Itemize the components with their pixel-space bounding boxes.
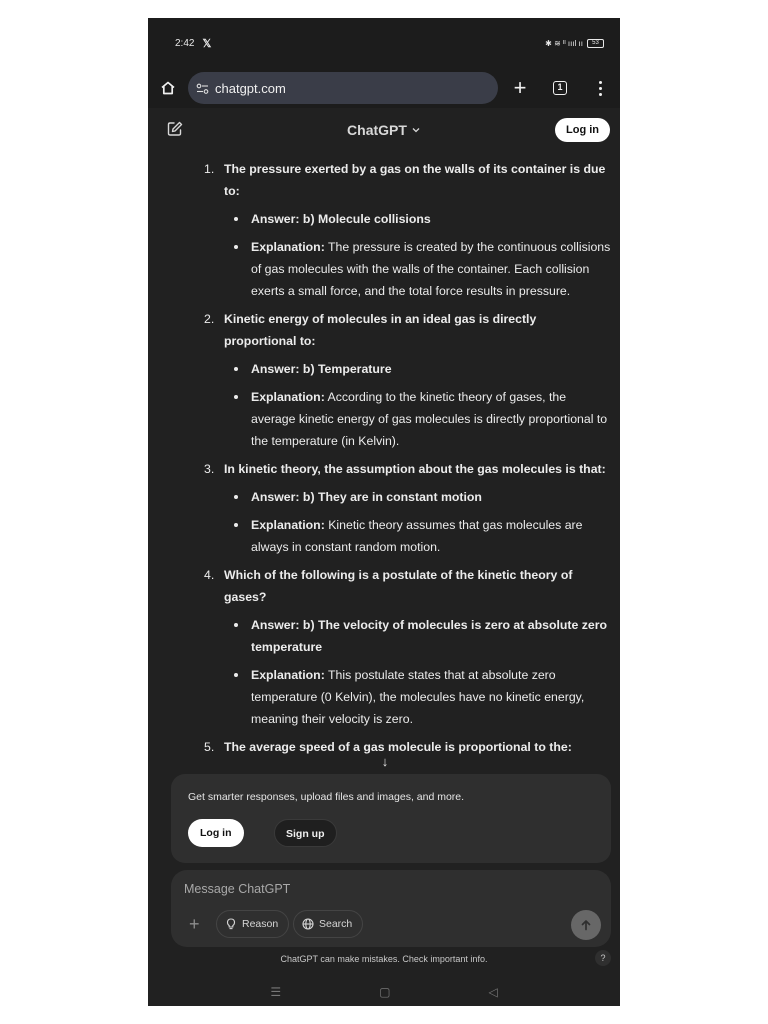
status-time: 2:42 (175, 37, 195, 49)
answer-list (224, 614, 612, 730)
arrow-down-icon: ↓ (381, 754, 389, 769)
send-button[interactable] (571, 910, 601, 940)
attach-button[interactable] (189, 914, 200, 934)
home-button[interactable] (148, 68, 188, 108)
explanation-text: According to the kinetic theory of gases, the average kinetic energy of gas molecules is directly proportional to the temperature (in Kelvin). (251, 390, 608, 448)
explanation-item (224, 664, 612, 730)
header-login-button[interactable]: Log in (555, 118, 610, 142)
search-label: Search (319, 918, 353, 930)
lightbulb-icon (225, 918, 237, 930)
tab-count-icon: 1 (553, 81, 567, 95)
question-number: 3. (204, 462, 215, 476)
answer-item (224, 486, 612, 508)
question-text: Which of the following is a postulate of the kinetic theory of gases? (224, 568, 573, 604)
chat-header (148, 108, 620, 152)
help-button[interactable]: ? (595, 950, 611, 966)
plus-icon: + (513, 75, 527, 100)
answer-item (224, 208, 612, 230)
browser-menu-button[interactable] (580, 68, 620, 108)
new-chat-icon (166, 120, 184, 138)
site-settings-icon[interactable] (196, 82, 209, 95)
question-item (204, 564, 612, 730)
question-number: 2. (204, 312, 215, 326)
scroll-to-bottom-button[interactable] (375, 752, 395, 772)
explanation-item (224, 236, 612, 302)
question-text: The pressure exerted by a gas on the walls of its container is due to: (224, 162, 606, 198)
home-nav-icon[interactable]: ▢ (379, 985, 391, 999)
question-text: In kinetic theory, the assumption about the gas molecules is that: (224, 462, 606, 476)
question-item (204, 458, 612, 558)
explanation-item (224, 514, 612, 558)
question-number: 1. (204, 162, 215, 176)
question-number: 5. (204, 740, 215, 754)
chevron-down-icon (411, 125, 421, 135)
explanation-label: Explanation: (251, 668, 325, 682)
back-icon[interactable]: ◁ (488, 985, 498, 999)
signup-promo-card (171, 774, 611, 863)
more-vert-icon (599, 79, 602, 97)
answer-text: Answer: b) Molecule collisions (251, 212, 431, 226)
tab-switcher-button[interactable] (540, 68, 580, 108)
new-tab-button[interactable] (500, 68, 540, 108)
promo-signup-button[interactable]: Sign up (274, 819, 337, 847)
explanation-label: Explanation: (251, 518, 325, 532)
question-item (204, 736, 612, 758)
url-text[interactable]: chatgpt.com (215, 80, 286, 96)
answer-text: Answer: b) Temperature (251, 362, 392, 376)
address-bar[interactable] (188, 72, 498, 104)
status-bar (148, 18, 620, 68)
model-title: ChatGPT (347, 122, 407, 138)
new-chat-button[interactable] (166, 120, 186, 140)
disclaimer-text: ChatGPT can make mistakes. Check important info. (280, 954, 488, 964)
explanation-label: Explanation: (251, 240, 325, 254)
battery-icon (587, 39, 604, 48)
model-selector[interactable] (347, 122, 421, 138)
reason-label: Reason (242, 918, 279, 930)
explanation-label: Explanation: (251, 390, 325, 404)
home-icon (160, 80, 176, 96)
question-text: Kinetic energy of molecules in an ideal gas is directly proportional to: (224, 312, 537, 348)
recent-apps-icon[interactable]: ☰ (270, 985, 282, 999)
system-nav-bar (148, 978, 620, 1006)
x-app-icon: 𝕏 (202, 37, 212, 50)
status-icons (545, 39, 604, 48)
arrow-up-icon (580, 919, 592, 931)
answer-item (224, 358, 612, 380)
answer-item (224, 614, 612, 658)
globe-icon (302, 918, 314, 930)
message-input[interactable] (184, 879, 584, 899)
explanation-item (224, 386, 612, 452)
explanation-text: Kinetic theory assumes that gas molecules are always in constant random motion. (251, 518, 583, 554)
browser-toolbar (148, 68, 620, 108)
promo-text: Get smarter responses, upload files and images, and more. (188, 791, 465, 803)
question-text: The average speed of a gas molecule is proportional to the: (224, 740, 572, 754)
answer-list (224, 208, 612, 302)
promo-login-button[interactable]: Log in (188, 819, 244, 847)
search-button[interactable] (293, 910, 363, 938)
battery-level: 53 (592, 39, 599, 46)
message-composer (171, 870, 611, 947)
reason-button[interactable] (216, 910, 289, 938)
question-list (148, 158, 620, 758)
question-number: 4. (204, 568, 215, 582)
question-item (204, 158, 612, 302)
answer-text: Answer: b) They are in constant motion (251, 490, 482, 504)
answer-list (224, 486, 612, 558)
question-item (204, 308, 612, 452)
explanation-text: This postulate states that at absolute zero temperature (0 Kelvin), the molecules have no kinetic energy, meaning their velocity is zero. (251, 668, 585, 726)
explanation-text: The pressure is created by the continuous collisions of gas molecules with the walls of the container. Each collision exerts a small force, and the total force results in pressure. (251, 240, 611, 298)
phone-screen (148, 18, 620, 1006)
answer-list (224, 358, 612, 452)
chat-response (148, 158, 620, 770)
answer-text: Answer: b) The velocity of molecules is zero at absolute zero temperature (251, 618, 608, 654)
network-icons: ✱ ≋ ᴵᴵ ıııl ıı (545, 38, 583, 48)
plus-icon: + (189, 914, 200, 934)
